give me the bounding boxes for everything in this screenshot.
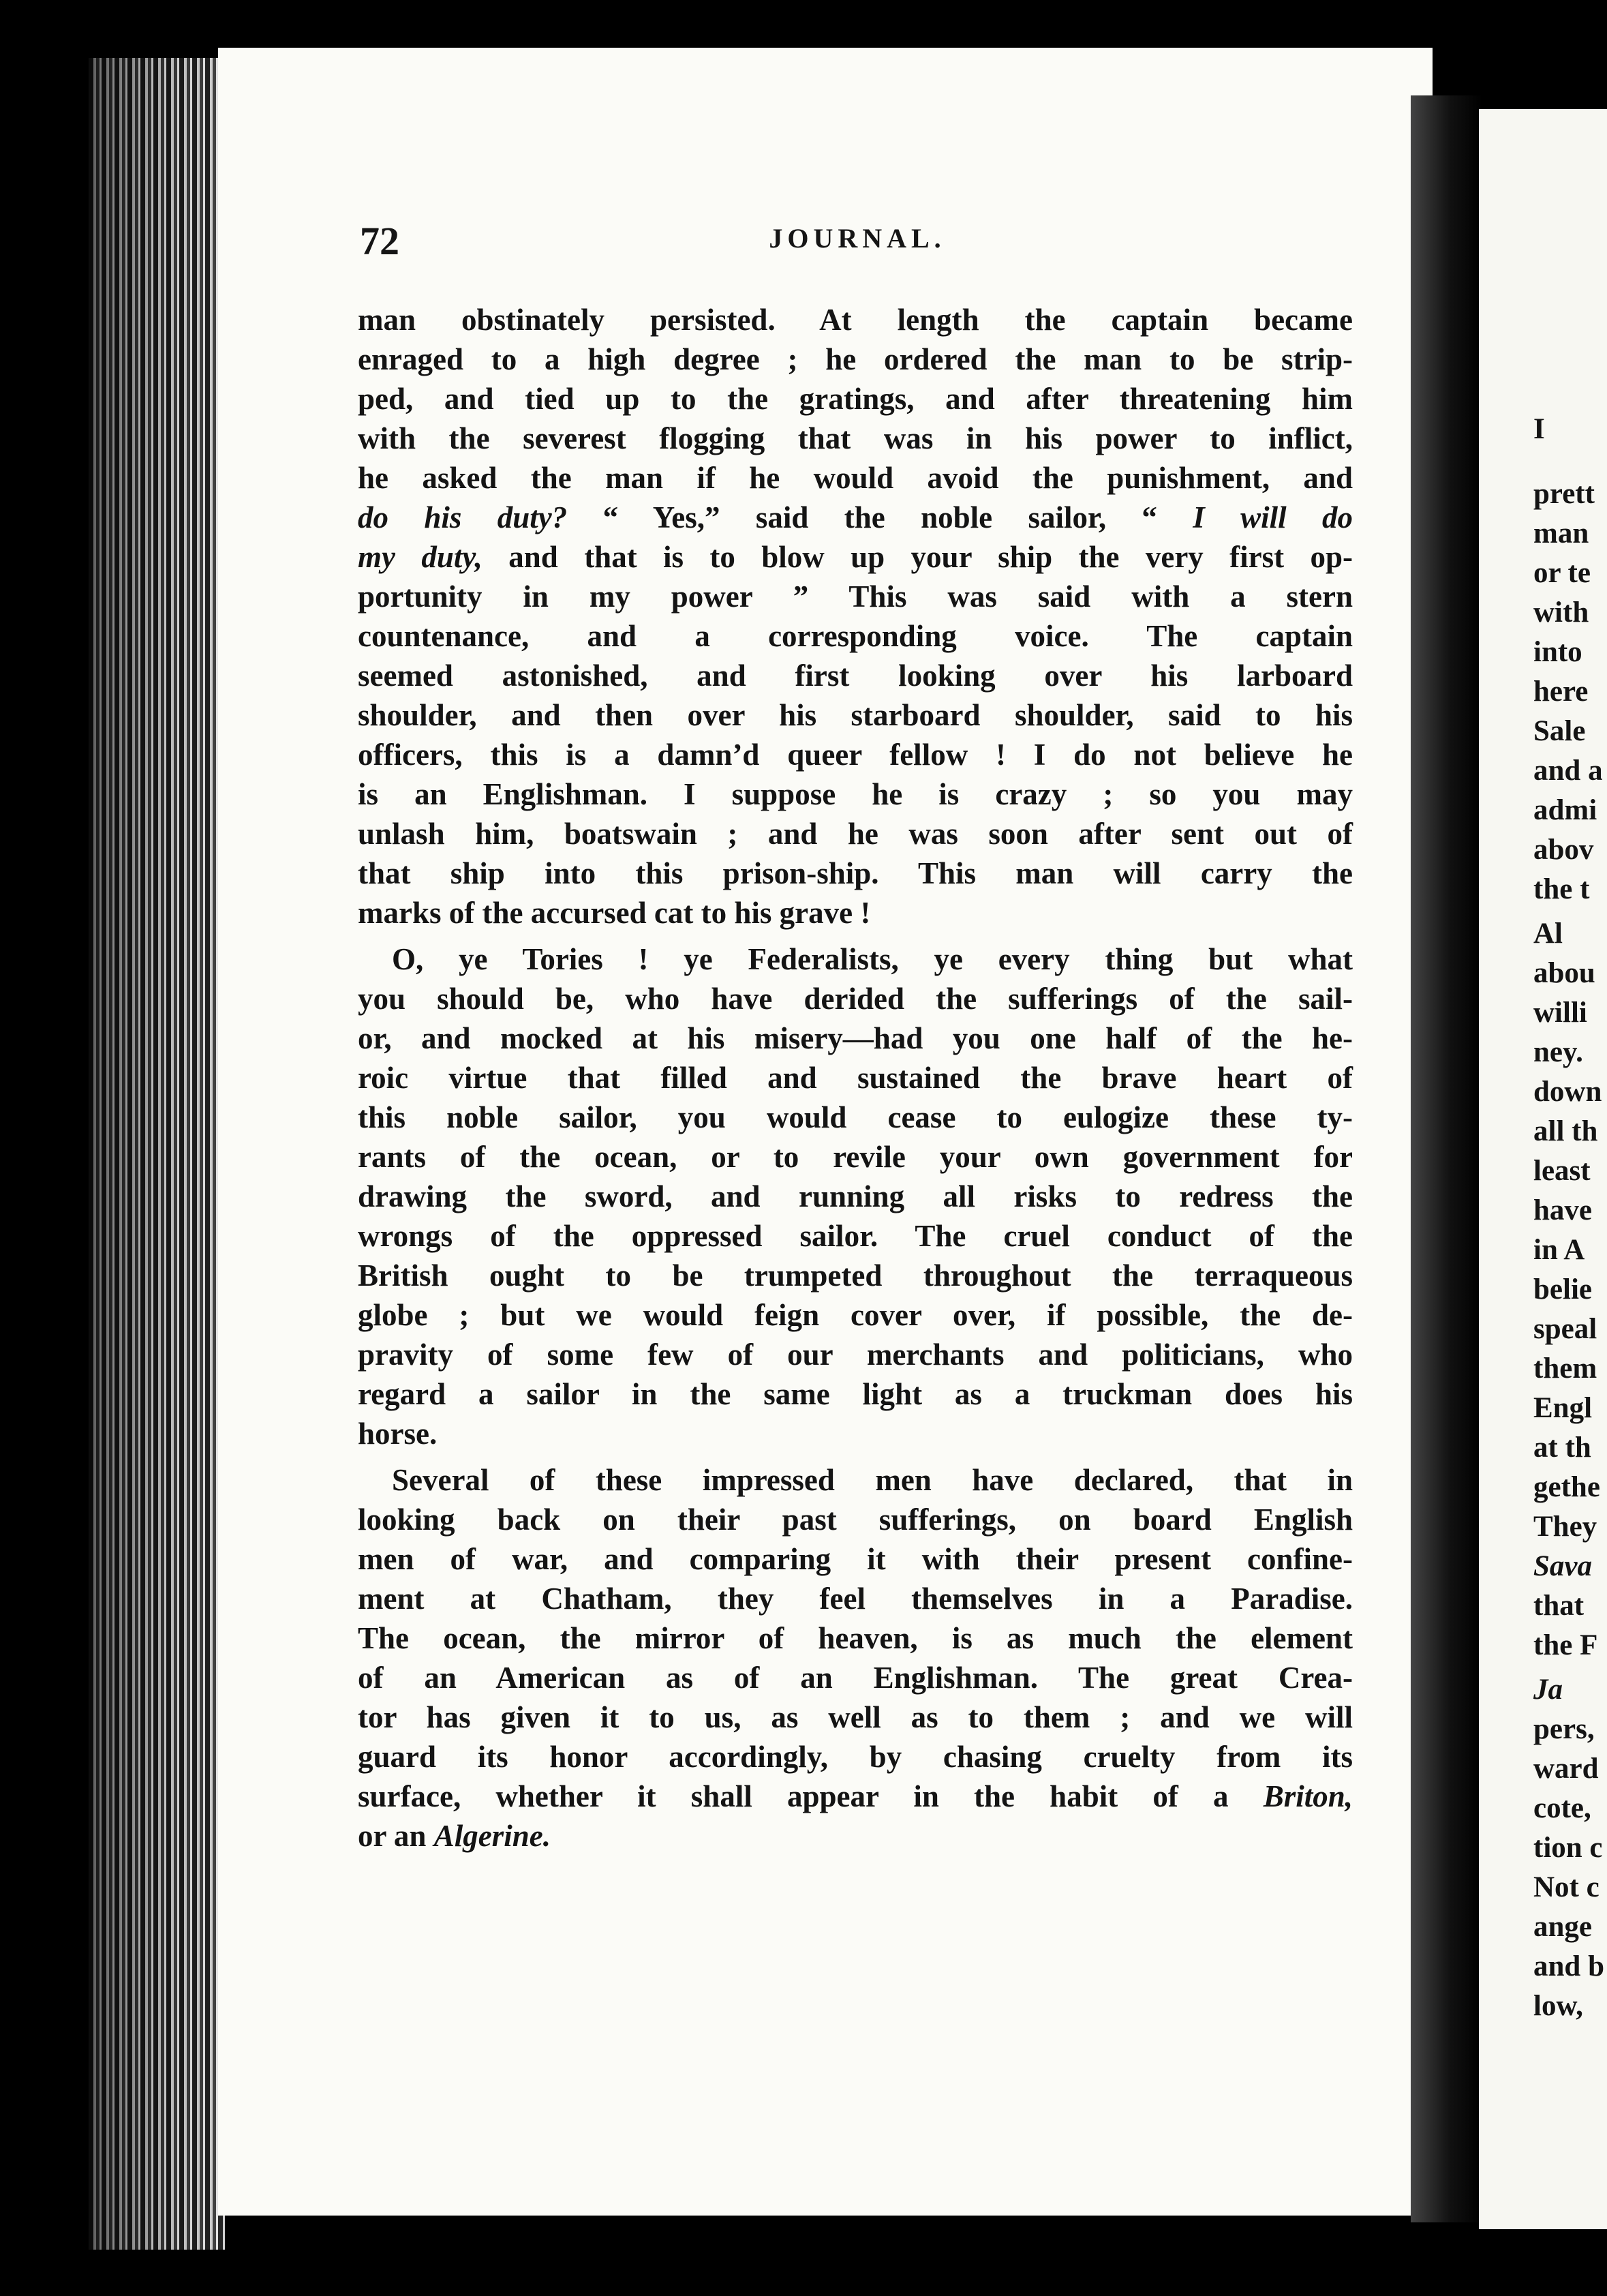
italic-text: do his duty? <box>358 500 568 534</box>
text-run: he asked the man if he would avoid the punishment, and <box>358 461 1353 495</box>
text-line <box>358 577 1353 616</box>
text-run: and that is to blow up your ship the very first op- <box>482 540 1353 574</box>
text-run: rants of the ocean, or to revile your own government for <box>358 1140 1353 1174</box>
book-gutter <box>1411 95 1482 2222</box>
text-run: enraged to a high degree ; he ordered the man to be strip- <box>358 342 1353 376</box>
text-line <box>358 1500 1353 1539</box>
facing-page-line: down <box>1533 1076 1602 1108</box>
text-line <box>358 735 1353 774</box>
facing-page-line: at th <box>1533 1432 1591 1464</box>
text-line <box>358 1058 1353 1098</box>
running-head <box>360 218 1355 263</box>
text-line <box>358 1216 1353 1256</box>
text-run: “ Yes,” said the noble sailor, “ <box>567 500 1193 534</box>
text-run: or, and mocked at his misery—had you one half of the he- <box>358 1021 1353 1055</box>
facing-page-line: prett <box>1533 478 1595 510</box>
text-run: seemed astonished, and first looking over his larboard <box>358 659 1353 693</box>
text-line <box>358 1579 1353 1618</box>
text-run: wrongs of the oppressed sailor. The cruel conduct of the <box>358 1219 1353 1253</box>
paragraph <box>358 1460 1353 1856</box>
page-number: 72 <box>360 219 399 263</box>
facing-page-line: abov <box>1533 834 1594 866</box>
facing-page-line: I <box>1533 413 1545 445</box>
text-run: horse. <box>358 1417 438 1451</box>
text-line <box>358 300 1353 339</box>
facing-page-line: willi <box>1533 997 1587 1029</box>
facing-page-line: ward <box>1533 1753 1599 1785</box>
text-run: regard a sailor in the same light as a truckman does his <box>358 1377 1353 1411</box>
text-line <box>358 1137 1353 1177</box>
body-text <box>358 300 1353 1856</box>
text-line <box>358 1295 1353 1335</box>
facing-page-line: abou <box>1533 957 1595 989</box>
text-line <box>358 893 1353 933</box>
text-run: tor has given it to us, as well as to them ; and we will <box>358 1700 1353 1734</box>
facing-page-line: belie <box>1533 1273 1592 1305</box>
text-line <box>358 774 1353 814</box>
text-line <box>358 537 1353 577</box>
text-run: looking back on their past sufferings, on board English <box>358 1502 1353 1537</box>
facing-page-line: have <box>1533 1194 1592 1226</box>
facing-page-line: Not c <box>1533 1871 1600 1903</box>
italic-text: Briton, <box>1263 1779 1353 1813</box>
facing-page-line: and b <box>1533 1950 1604 1982</box>
facing-page-line: here <box>1533 676 1589 708</box>
text-line <box>358 1177 1353 1216</box>
text-run: pravity of some few of our merchants and politicians, who <box>358 1338 1353 1372</box>
text-line <box>358 616 1353 656</box>
facing-page-line: man <box>1533 517 1589 549</box>
text-run: globe ; but we would feign cover over, if possible, the de- <box>358 1298 1353 1332</box>
facing-page-line: tion c <box>1533 1832 1603 1864</box>
facing-page-line: speal <box>1533 1313 1597 1345</box>
text-run: ment at Chatham, they feel themselves in a Paradise. <box>358 1582 1353 1616</box>
text-line <box>358 814 1353 854</box>
page-stack-shadow <box>89 58 225 2250</box>
facing-page-line: ange <box>1533 1911 1592 1943</box>
facing-page-line: and a <box>1533 755 1603 787</box>
text-line <box>358 939 1353 979</box>
paragraph <box>358 939 1353 1453</box>
text-run: drawing the sword, and running all risks to redress the <box>358 1179 1353 1213</box>
facing-page-line: Sale <box>1533 715 1586 747</box>
facing-page-line: Sava <box>1533 1550 1592 1582</box>
italic-text: Algerine. <box>433 1819 551 1853</box>
text-run: officers, this is a damn’d queer fellow ! I do not believe he <box>358 738 1353 772</box>
italic-text: I will do <box>1193 500 1353 534</box>
facing-page-line: Engl <box>1533 1392 1593 1424</box>
facing-page-line: them <box>1533 1353 1597 1385</box>
text-run: you should be, who have derided the sufferings of the sail- <box>358 982 1353 1016</box>
text-line <box>358 1335 1353 1374</box>
text-line <box>358 695 1353 735</box>
text-run: marks of the accursed cat to his grave ! <box>358 896 871 930</box>
facing-page-line: the F <box>1533 1629 1598 1661</box>
text-run: ped, and tied up to the gratings, and after threatening him <box>358 382 1353 416</box>
facing-page-fragment <box>1479 109 1607 2229</box>
text-line <box>358 854 1353 893</box>
text-run: British ought to be trumpeted throughout the terraqueous <box>358 1258 1353 1293</box>
text-run: is an Englishman. I suppose he is crazy ; so you may <box>358 777 1353 811</box>
facing-page-line: least <box>1533 1155 1591 1187</box>
text-run: roic virtue that filled and sustained the brave heart of <box>358 1061 1353 1095</box>
facing-page-line: admi <box>1533 794 1597 826</box>
text-line <box>358 1460 1353 1500</box>
text-line <box>358 1539 1353 1579</box>
facing-page-line: Ja <box>1533 1674 1563 1706</box>
text-run: countenance, and a corresponding voice. The captain <box>358 619 1353 653</box>
text-line <box>358 379 1353 419</box>
text-run: guard its honor accordingly, by chasing cruelty from its <box>358 1740 1353 1774</box>
text-run: surface, whether it shall appear in the habit of a <box>358 1779 1264 1813</box>
facing-page-line: that <box>1533 1590 1585 1622</box>
text-line <box>358 656 1353 695</box>
facing-page-line: They <box>1533 1511 1597 1543</box>
text-run: with the severest flogging that was in his power to inflict, <box>358 421 1353 455</box>
text-line <box>358 1658 1353 1697</box>
text-line <box>358 1618 1353 1658</box>
facing-page-line: all th <box>1533 1115 1598 1147</box>
text-line <box>358 339 1353 379</box>
facing-page-line: or te <box>1533 557 1591 589</box>
italic-text: my duty, <box>358 540 483 574</box>
text-run: that ship into this prison-ship. This man will carry the <box>358 856 1353 890</box>
text-line <box>358 1098 1353 1137</box>
facing-page-line: with <box>1533 596 1589 629</box>
text-run: man obstinately persisted. At length the captain became <box>358 303 1353 337</box>
text-line <box>358 1018 1353 1058</box>
text-run: of an American as of an Englishman. The great Crea- <box>358 1661 1353 1695</box>
text-run: or an <box>358 1819 434 1853</box>
text-run: men of war, and comparing it with their present confine- <box>358 1542 1353 1576</box>
text-line <box>358 979 1353 1018</box>
facing-page-line: ney. <box>1533 1036 1583 1068</box>
text-run: this noble sailor, you would cease to eulogize these ty- <box>358 1100 1353 1134</box>
text-line <box>358 1816 1353 1856</box>
text-line <box>358 1777 1353 1816</box>
text-line <box>358 458 1353 498</box>
facing-page-line: cote, <box>1533 1792 1591 1824</box>
running-title: JOURNAL. <box>769 223 946 254</box>
text-run: Several of these impressed men have declared, that in <box>392 1463 1353 1497</box>
text-run: O, ye Tories ! ye Federalists, ye every thing but what <box>392 942 1353 976</box>
text-run: unlash him, boatswain ; and he was soon after sent out of <box>358 817 1353 851</box>
facing-page-line: low, <box>1533 1990 1583 2022</box>
facing-page-line: the t <box>1533 873 1590 905</box>
facing-page-line: in A <box>1533 1234 1585 1266</box>
text-line <box>358 1256 1353 1295</box>
text-run: shoulder, and then over his starboard shoulder, said to his <box>358 698 1353 732</box>
text-line <box>358 1737 1353 1777</box>
facing-page-line: Al <box>1533 918 1563 950</box>
text-line <box>358 1374 1353 1414</box>
paragraph <box>358 300 1353 933</box>
text-run: The ocean, the mirror of heaven, is as much the element <box>358 1621 1353 1655</box>
text-run: portunity in my power ” This was said with a stern <box>358 579 1353 614</box>
facing-page-line: into <box>1533 636 1582 668</box>
facing-page-line: pers, <box>1533 1713 1595 1745</box>
text-line <box>358 419 1353 458</box>
text-line <box>358 1697 1353 1737</box>
text-line <box>358 1414 1353 1453</box>
facing-page-line: gethe <box>1533 1471 1600 1503</box>
text-line <box>358 498 1353 537</box>
